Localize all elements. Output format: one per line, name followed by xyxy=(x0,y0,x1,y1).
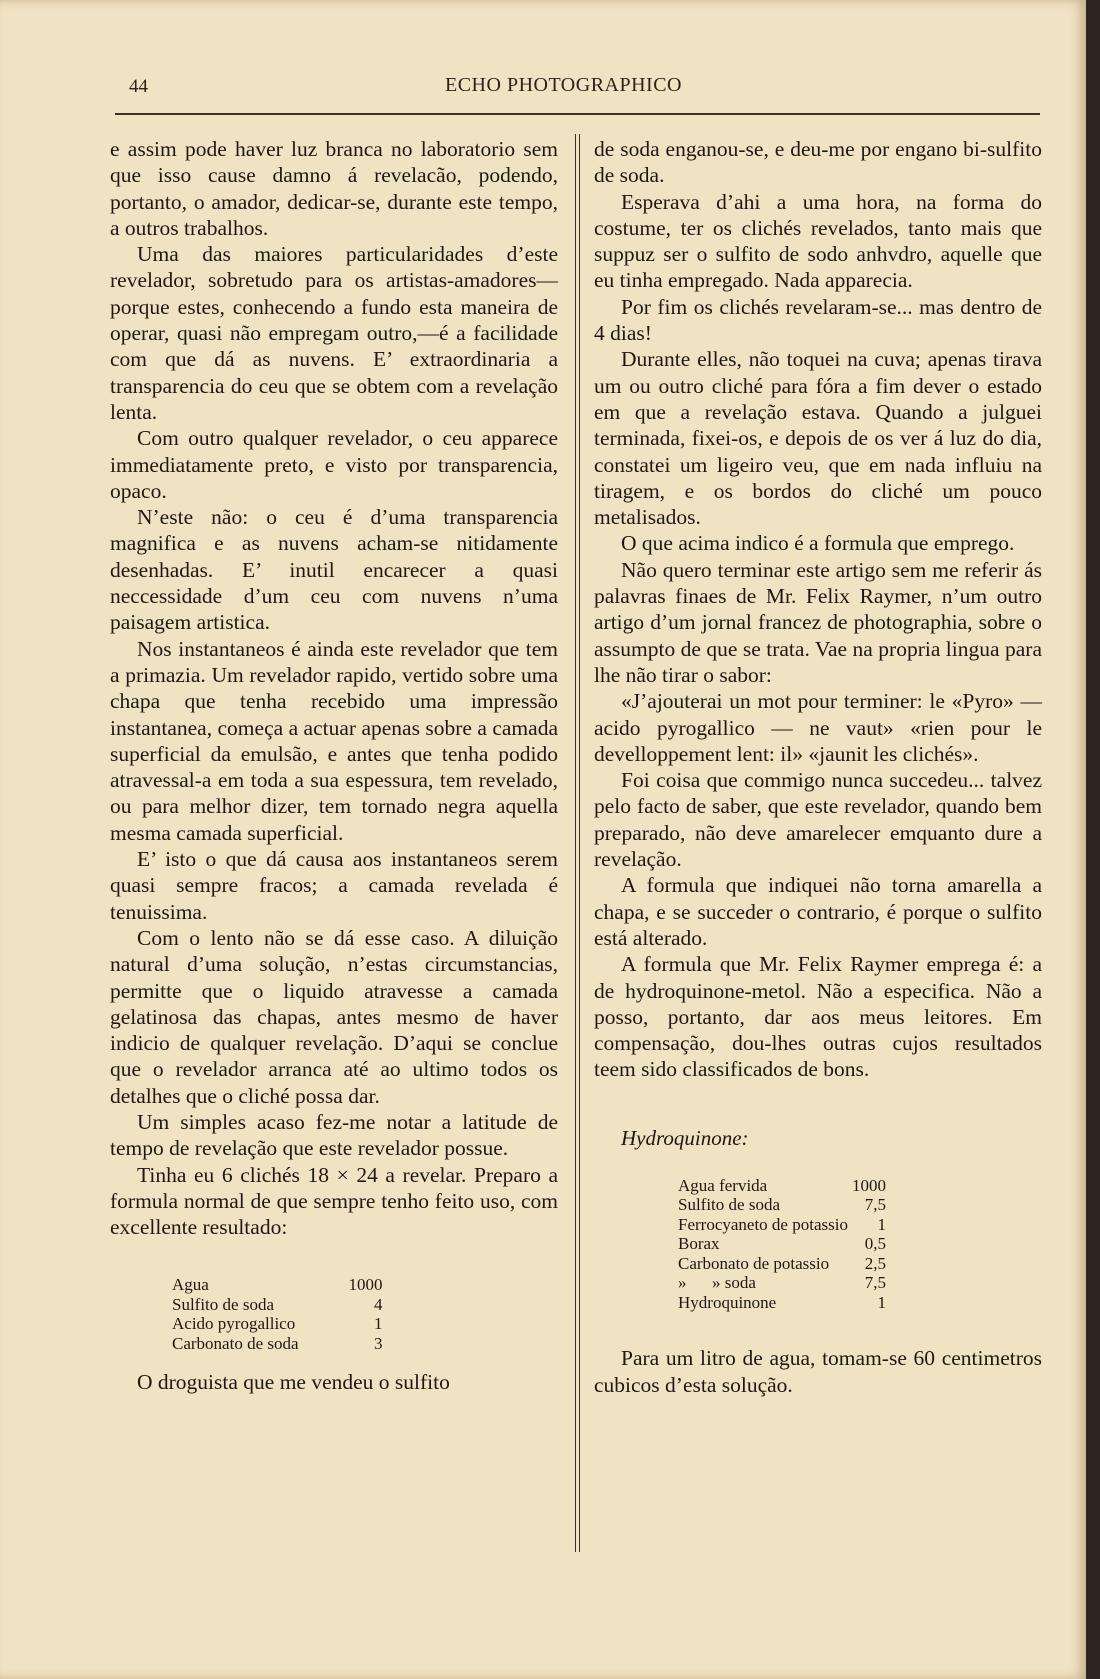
formula-row xyxy=(678,1273,886,1293)
ingredient-qty: 7,5 xyxy=(864,1273,886,1293)
paragraph: O que acima indico é a formula que emprego. xyxy=(621,531,1015,556)
paragraph: E’ isto o que dá causa aos instantaneos serem quasi sempre fracos; a camada revelada é tenuissima. xyxy=(110,847,558,924)
ingredient-qty: 1 xyxy=(374,1314,383,1334)
paragraph: N’este não: o ceu é d’uma transparencia magnifica e as nuvens acham-se nitidamente desenhadas. E’ inutil encarecer a quasi neccessidade d’um ceu com nuvens n’uma paisagem artistica. xyxy=(110,505,558,635)
formula-row xyxy=(172,1314,383,1334)
ingredient-qty: 1 xyxy=(877,1292,886,1312)
ingredient-qty: 1000 xyxy=(851,1175,886,1195)
ingredient-name: » » soda xyxy=(678,1273,756,1293)
ingredient-qty: 2,5 xyxy=(864,1253,886,1273)
ingredient-qty: 7,5 xyxy=(864,1195,886,1215)
paragraph: Com o lento não se dá esse caso. A diluição natural d’uma solução, n’estas circumstancias, permitte que o liquido atravesse a camada gelatinosa das chapas, antes mesmo de haver indicio de qualquer revelação. D’aqui se conclue que o revelador arranca até ao ultimo todos os detalhes que o cliché possa dar. xyxy=(110,925,558,1108)
paragraph: Para um litro de agua, tomam-se 60 centimetros cubicos d’esta solução. xyxy=(594,1346,1042,1397)
paragraph: Com outro qualquer revelador, o ceu apparece immediatamente preto, e visto por transparencia, opaco. xyxy=(110,426,558,503)
paragraph: Foi coisa que commigo nunca succedeu... talvez pelo facto de saber, que este revelador, quando bem preparado, não deve amarelecer emquanto dure a revelação. xyxy=(594,768,1042,872)
formula-row xyxy=(678,1195,886,1215)
paragraph: Durante elles, não toquei na cuva; apenas tirava um ou outro cliché para fóra a fim dever o estado em que a revelação estava. Quando a julguei terminada, fixei-os, e depois de os ver á luz do dia, constatei um ligeiro veu, que em nada influiu na tiragem, e os bordos do cliché um pouco metalisados. xyxy=(594,347,1042,530)
right-column xyxy=(594,136,1042,1398)
formula-row xyxy=(678,1234,886,1254)
ingredient-qty: 3 xyxy=(374,1333,383,1353)
ingredient-name: Agua fervida xyxy=(678,1175,768,1195)
hydroquinone-formula-table xyxy=(678,1176,886,1313)
paragraph: Esperava d’ahi a uma hora, na forma do costume, ter os clichés revelados, tanto mais que suppuz ser o sulfito de sodo anhvdro, aquelle que eu tinha empregado. Nada apparecia. xyxy=(594,189,1042,293)
formula-row xyxy=(172,1275,383,1295)
paragraph: Tinha eu 6 clichés 18 × 24 a revelar. Preparo a formula normal de que sempre tenho feito uso, com excellente resultado: xyxy=(110,1162,558,1240)
formula-row xyxy=(678,1254,886,1274)
paragraph: Por fim os clichés revelaram-se... mas dentro de 4 dias! xyxy=(594,294,1042,346)
paragraph: de soda enganou-se, e deu-me por engano bi-sulfito de soda. xyxy=(594,137,1042,188)
formula-row xyxy=(172,1334,383,1354)
ingredient-name: Carbonato de soda xyxy=(172,1333,299,1353)
paragraph: Nos instantaneos é ainda este revelador que tem a primazia. Um revelador rapido, vertido sobre uma chapa que tenha recebido uma impressão instantanea, começa a actuar apenas sobre a camada superficial da emulsão, e antes que tenha podido atravessal-a em toda a sua espessura, tem revelado, ou para melhor dizer, tem tornado negra aquella mesma camada superficial. xyxy=(110,636,558,845)
paragraph: A formula que Mr. Felix Raymer emprega é: a de hydroquinone-metol. Não a especifica. Não a posso, portanto, dar aos meus leitores. Em compensação, dou-lhes outras cujos resultados teem sido classificados de bons. xyxy=(594,952,1042,1082)
paragraph: e assim pode haver luz branca no laboratorio sem que isso cause damno á revelacão, podendo, portanto, o amador, dedicar-se, durante este tempo, a outros trabalhos. xyxy=(110,137,558,240)
formula-row xyxy=(678,1293,886,1313)
paragraph: Um simples acaso fez-me notar a latitude de tempo de revelação que este revelador possue. xyxy=(110,1109,558,1161)
page-number: 44 xyxy=(129,76,148,97)
ingredient-name: Agua xyxy=(172,1275,209,1295)
ingredient-name: Sulfito de soda xyxy=(172,1294,274,1314)
paragraph: «J’ajouterai un mot pour terminer: le «Pyro» — acido pyrogallico — ne vaut» «rien pour le develloppement lent: il» «jaunit les clichés». xyxy=(594,689,1042,766)
ingredient-name: Borax xyxy=(678,1234,720,1254)
formula-row xyxy=(172,1295,383,1315)
running-title: ECHO PHOTOGRAPHICO xyxy=(445,74,682,96)
ingredient-qty: 1 xyxy=(877,1214,886,1234)
ingredient-qty: 1000 xyxy=(348,1275,383,1295)
header-rule xyxy=(115,113,1040,115)
paragraph: A formula que indiquei não torna amarella a chapa, e se succeder o contrario, é porque o sulfito está alterado. xyxy=(594,873,1042,950)
formula-heading: Hydroquinone: xyxy=(621,1125,749,1150)
paragraph: O droguista que me vendeu o sulfito xyxy=(137,1370,450,1395)
ingredient-qty: 0,5 xyxy=(864,1234,886,1254)
ingredient-name: Carbonato de potassio xyxy=(678,1253,830,1273)
pyro-formula-table xyxy=(172,1275,383,1353)
ingredient-qty: 4 xyxy=(374,1294,383,1314)
formula-row xyxy=(678,1215,886,1235)
ingredient-name: Sulfito de soda xyxy=(678,1195,780,1215)
page-header xyxy=(115,74,1040,104)
paragraph: Não quero terminar este artigo sem me referir ás palavras finaes de Mr. Felix Raymer, n’um outro artigo d’um jornal francez de photographia, sobre o assumpto de que se trata. Vae na propria lingua para lhe não tirar o sabor: xyxy=(594,557,1042,687)
column-divider xyxy=(575,134,580,1552)
left-column xyxy=(110,136,558,1396)
ingredient-name: Ferrocyaneto de potassio xyxy=(678,1214,848,1234)
ingredient-name: Acido pyrogallico xyxy=(172,1314,296,1334)
formula-row xyxy=(678,1176,886,1196)
ingredient-name: Hydroquinone xyxy=(678,1292,777,1312)
paragraph: Uma das maiores particularidades d’este revelador, sobretudo para os artistas-amadores—porque estes, conhecendo a fundo esta maneira de operar, quasi não empregam outro,—é a facilidade com que dá as nuvens. E’ extraordinaria a transparencia do ceu que se obtem com a revelação lenta. xyxy=(110,242,558,424)
